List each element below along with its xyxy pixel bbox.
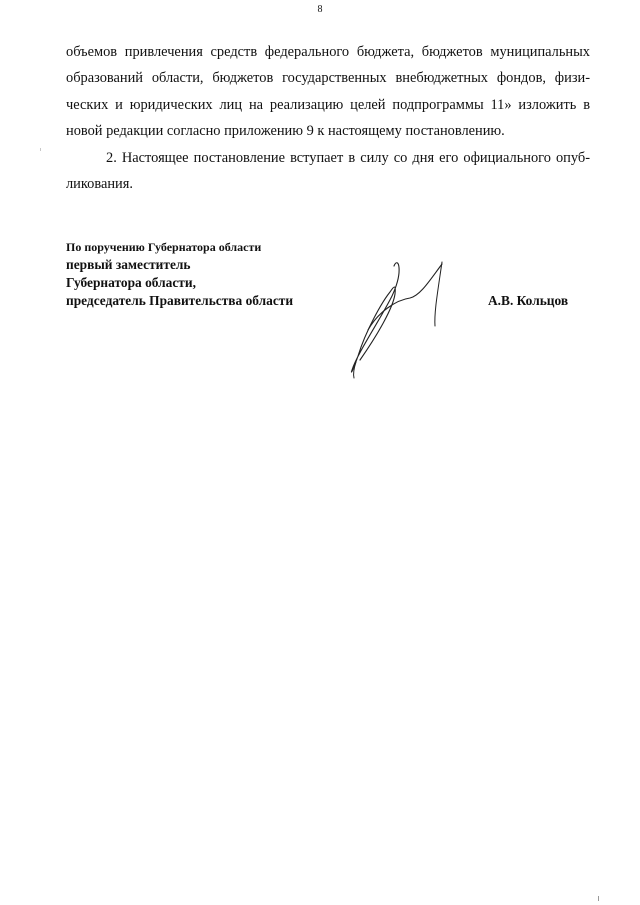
handwritten-signature (338, 250, 468, 380)
paragraph-line: ческих и юридических лиц на реализацию целей подпрограммы 11» изложить в (66, 97, 590, 113)
clause-2-line: 2. Настоящее постановление вступает в силу со дня его официального опуб- (106, 150, 590, 166)
margin-mark (40, 148, 41, 151)
signatory-title-line: председатель Правительства области (66, 293, 294, 308)
signatory-title-line: первый заместитель (66, 257, 191, 272)
clause-2-line: ликования. (66, 176, 133, 192)
scan-mark (598, 896, 599, 901)
paragraph-line: новой редакции согласно приложению 9 к настоящему постановлению. (66, 123, 505, 139)
page-number: 8 (317, 4, 323, 15)
paragraph-line: объемов привлечения средств федерального бюджета, бюджетов муниципальных (66, 44, 590, 60)
signatory-name: А.В. Кольцов (488, 293, 569, 308)
signatory-authority: По поручению Губернатора области (66, 240, 262, 254)
signatory-title-line: Губернатора области, (66, 275, 196, 290)
paragraph-line: образований области, бюджетов государственных внебюджетных фондов, физи- (66, 70, 590, 86)
